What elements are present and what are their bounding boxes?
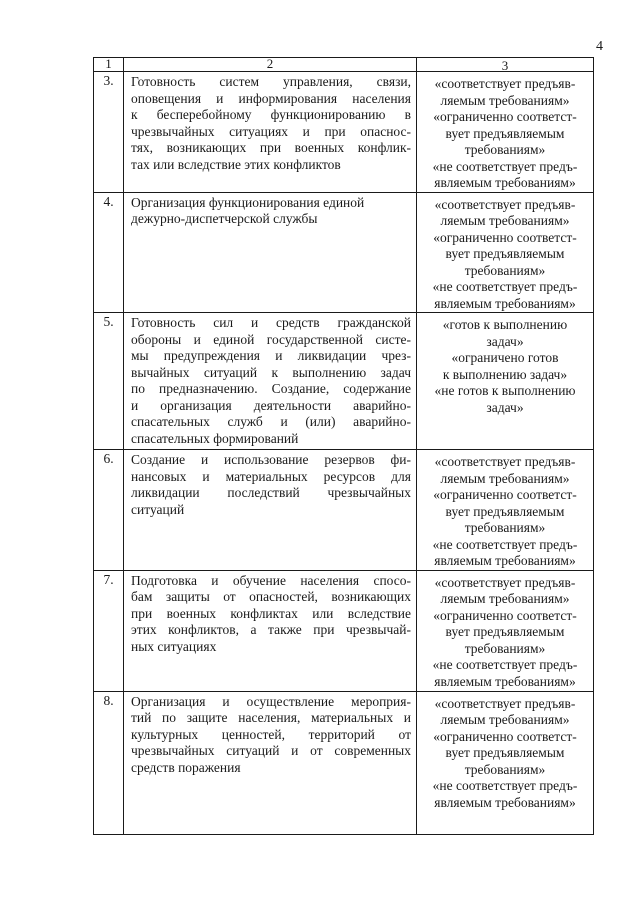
table-row (94, 450, 594, 571)
status-line: «соответствует предъяв- (434, 196, 576, 212)
row-status-options (417, 72, 594, 193)
description-line: вычайных ситуаций к выполнению задач (131, 364, 411, 380)
description-line: ных ситуациях (131, 638, 217, 654)
status-line: «готов к выполнению (442, 317, 568, 332)
description-line: ситуаций (131, 501, 185, 517)
description-line: чрезвычайных ситуаций и от современных (131, 743, 411, 758)
description-line: Организация функционирования единой (131, 194, 365, 210)
status-line: являемым требованиям» (434, 553, 576, 568)
row-status-options (417, 450, 594, 571)
description-line: Готовность сил и средств гражданской (131, 315, 411, 330)
status-line: «соответствует предъяв- (434, 76, 576, 91)
description-line: Подготовка и обучение населения спосо- (131, 572, 411, 588)
status-line: требованиям» (464, 761, 546, 777)
status-line: ляемым требованиям» (440, 92, 570, 108)
status-line: «соответствует предъяв- (434, 695, 576, 711)
description-line: и организация деятельности аварийно- (131, 397, 411, 413)
status-line: «не соответствует предъ- (432, 778, 578, 793)
table-row (94, 691, 594, 834)
row-number: 5. (94, 313, 124, 450)
row-status-options (417, 192, 594, 313)
row-description (124, 450, 417, 571)
description-line: этих конфликтов, а также при чрезвычай- (131, 622, 411, 637)
table-row (94, 72, 594, 193)
description-line: оповещения и информирования населения (131, 90, 411, 106)
description-line: тий по защите населения, материальных и (131, 710, 411, 725)
status-line: «не соответствует предъ- (432, 279, 578, 294)
header-col-2: 2 (124, 58, 417, 72)
status-line: требованиям» (464, 142, 546, 157)
status-line: «ограниченно соответст- (433, 607, 577, 623)
header-col-3: 3 (417, 58, 594, 72)
status-line: «ограниченно соответст- (433, 728, 577, 744)
row-status-options (417, 313, 594, 450)
row-number: 6. (94, 450, 124, 571)
table-row (94, 570, 594, 691)
description-line: культурных ценностей, территорий от (131, 726, 411, 742)
description-line: спасательных служб и (или) аварийно- (131, 414, 411, 429)
description-line: мы предупреждения и ликвидации чрез- (131, 348, 411, 363)
status-line: являемым требованиям» (434, 794, 576, 810)
row-description (124, 72, 417, 193)
description-line: тах или вследствие этих конфликтов (131, 156, 341, 172)
description-line: спасательных формирований (131, 430, 299, 446)
status-line: требованиям» (464, 520, 546, 535)
status-line: «не соответствует предъ- (432, 536, 578, 552)
status-line: «ограниченно соответст- (433, 487, 577, 502)
description-line: при военных конфликтах или вследствие (131, 605, 411, 621)
row-description (124, 570, 417, 691)
description-line: ликвидации последствий чрезвычайных (131, 485, 411, 500)
status-line: требованиям» (464, 262, 546, 278)
description-line: бам защиты от опасностей, возникающих (131, 589, 411, 604)
status-line: вует предъявляемым (445, 246, 565, 261)
status-line: к выполнению задач» (442, 366, 568, 382)
row-description (124, 313, 417, 450)
description-line: Организация и осуществление мероприя- (131, 693, 411, 709)
table-row (94, 192, 594, 313)
description-line: Создание и использование резервов фи- (131, 452, 411, 467)
status-line: являемым требованиям» (434, 673, 576, 689)
status-line: требованиям» (464, 640, 546, 656)
status-line: задач» (486, 399, 524, 415)
status-line: «не готов к выполнению (434, 383, 576, 398)
status-line: ляемым требованиям» (440, 712, 570, 727)
criteria-table (93, 57, 594, 835)
status-line: «ограничено готов (451, 350, 559, 365)
description-line: Готовность систем управления, связи, (131, 74, 411, 89)
status-line: вует предъявляемым (445, 745, 565, 760)
row-status-options (417, 691, 594, 834)
status-line: «соответствует предъяв- (434, 574, 576, 590)
status-line: задач» (486, 333, 524, 349)
status-line: ляемым требованиям» (440, 591, 570, 606)
table-header-row (94, 58, 594, 72)
description-line: чрезвычайных ситуациях и при опаснос- (131, 123, 411, 139)
status-line: вует предъявляемым (445, 624, 565, 639)
description-line: по предназначению. Создание, содержание (131, 381, 411, 396)
status-line: являемым требованиям» (434, 175, 576, 190)
page-number: 4 (596, 39, 603, 54)
description-line: средств поражения (131, 759, 241, 775)
row-description (124, 192, 417, 313)
status-line: «ограниченно соответст- (433, 229, 577, 245)
status-line: вует предъявляемым (445, 503, 565, 519)
status-line: вует предъявляемым (445, 125, 565, 141)
header-col-1: 1 (94, 58, 124, 72)
row-number: 8. (94, 691, 124, 834)
description-line: дежурно-диспетчерской службы (131, 211, 318, 226)
table-row (94, 313, 594, 450)
row-number: 7. (94, 570, 124, 691)
status-line: «не соответствует предъ- (432, 158, 578, 174)
status-line: «не соответствует предъ- (432, 657, 578, 672)
description-line: нансовых и материальных ресурсов для (131, 468, 411, 484)
description-line: тях, возникающих при военных конфлик- (131, 140, 411, 155)
status-line: «ограниченно соответст- (433, 109, 577, 124)
row-description (124, 691, 417, 834)
status-line: ляемым требованиям» (440, 213, 570, 228)
description-line: обороны и единой государственной систе- (131, 331, 411, 347)
description-line: к бесперебойному функционированию в (131, 107, 411, 122)
row-number: 3. (94, 72, 124, 193)
status-line: являемым требованиям» (434, 295, 576, 311)
status-line: «соответствует предъяв- (434, 454, 576, 469)
row-status-options (417, 570, 594, 691)
status-line: ляемым требованиям» (440, 470, 570, 486)
row-number: 4. (94, 192, 124, 313)
